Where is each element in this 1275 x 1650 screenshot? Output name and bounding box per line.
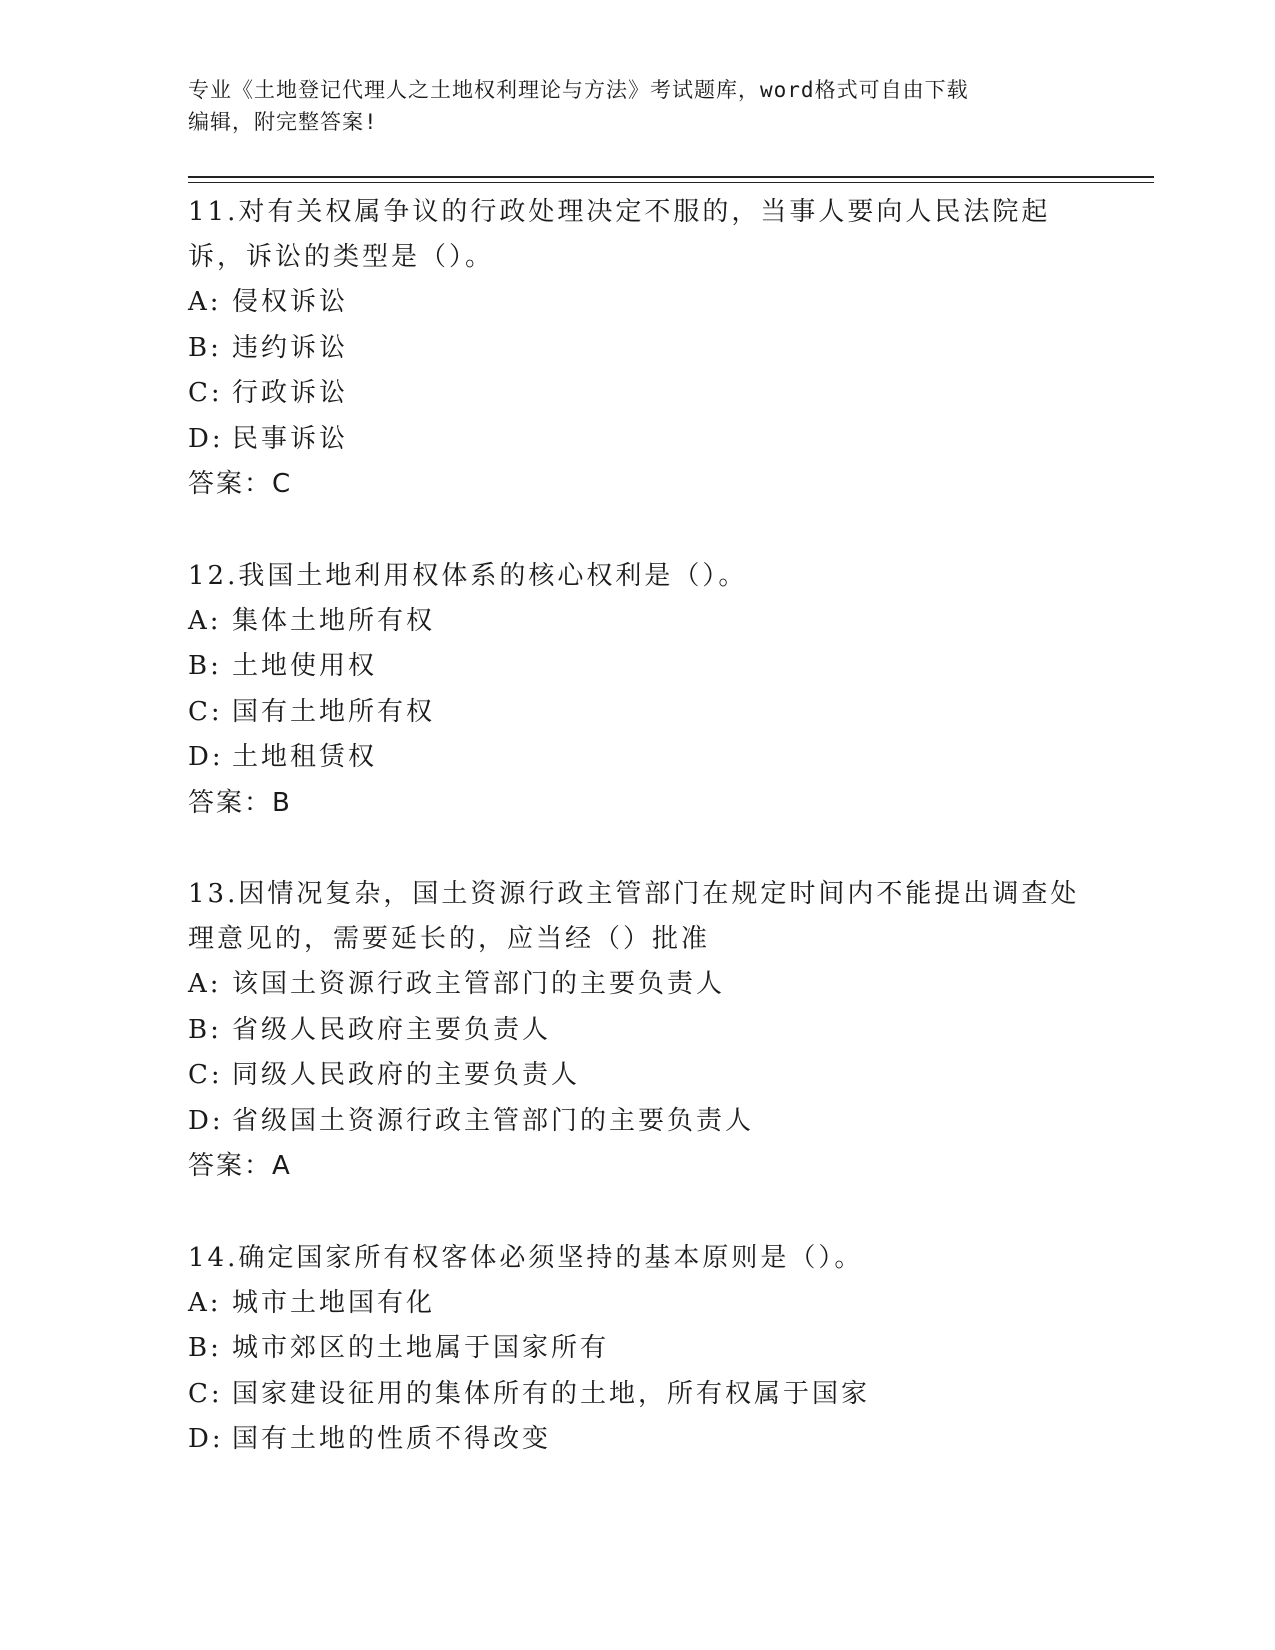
question-13 (188, 872, 1088, 1190)
option-key: B: (188, 1333, 222, 1363)
option-c (188, 1053, 1088, 1099)
option-text: 同级人民政府的主要负责人 (232, 1060, 581, 1090)
header-divider-thick (188, 176, 1154, 178)
option-text: 国家建设征用的集体所有的土地，所有权属于国家 (232, 1378, 871, 1409)
intro-line-1: 专业《土地登记代理人之土地权利理论与方法》考试题库，word格式可自由下载 (188, 78, 969, 102)
option-text: 国有土地所有权 (232, 696, 436, 727)
option-d (188, 1099, 1088, 1145)
option-text: 违约诉讼 (232, 332, 349, 363)
option-d (188, 1417, 1088, 1463)
answer-line: 答案：A (188, 1151, 292, 1181)
option-text: 省级国土资源行政主管部门的主要负责人 (232, 1105, 755, 1136)
option-key: D: (188, 423, 224, 454)
question-11 (188, 190, 1088, 508)
option-c (188, 371, 1088, 417)
option-key: B: (188, 332, 222, 363)
option-text: 侵权诉讼 (232, 287, 349, 317)
option-text: 民事诉讼 (232, 423, 349, 454)
option-c (188, 1372, 1088, 1418)
option-text: 该国土资源行政主管部门的主要负责人 (232, 969, 726, 999)
option-text: 土地使用权 (232, 651, 378, 681)
option-text: 行政诉讼 (232, 378, 349, 408)
option-text: 城市郊区的土地属于国家所有 (232, 1333, 610, 1363)
option-b (188, 1326, 1088, 1372)
question-12 (188, 554, 1088, 827)
question-stem: 11.对有关权属争议的行政处理决定不服的，当事人要向人民法院起诉，诉讼的类型是（）。 (188, 197, 1051, 272)
option-text: 集体土地所有权 (232, 605, 436, 636)
option-key: C: (188, 696, 223, 727)
option-key: B: (188, 651, 222, 681)
intro-line-2: 编辑，附完整答案! (188, 110, 378, 134)
option-key: D: (188, 1424, 224, 1454)
option-text: 城市土地国有化 (232, 1287, 436, 1318)
header-divider-thin (188, 182, 1154, 183)
option-a (188, 280, 1088, 326)
option-key: A: (188, 1287, 222, 1318)
option-a (188, 1281, 1088, 1327)
option-text: 国有土地的性质不得改变 (232, 1424, 552, 1454)
option-key: D: (188, 742, 224, 772)
option-key: A: (188, 605, 222, 636)
option-b (188, 326, 1088, 372)
document-intro (188, 74, 1088, 138)
option-a (188, 599, 1088, 645)
option-key: A: (188, 287, 222, 317)
question-stem: 12.我国土地利用权体系的核心权利是（）。 (188, 560, 748, 591)
answer-line: 答案：C (188, 469, 293, 499)
option-key: C: (188, 378, 223, 408)
option-a (188, 962, 1088, 1008)
option-d (188, 417, 1088, 463)
option-key: B: (188, 1014, 222, 1045)
option-b (188, 644, 1088, 690)
option-c (188, 690, 1088, 736)
option-key: A: (188, 969, 222, 999)
question-stem: 14.确定国家所有权客体必须坚持的基本原则是（）。 (188, 1242, 864, 1273)
option-key: D: (188, 1105, 224, 1136)
option-text: 省级人民政府主要负责人 (232, 1014, 552, 1045)
question-stem: 13.因情况复杂，国土资源行政主管部门在规定时间内不能提出调查处理意见的，需要延长的，应当经（）批准 (188, 879, 1080, 954)
question-14 (188, 1236, 1088, 1463)
option-d (188, 735, 1088, 781)
option-b (188, 1008, 1088, 1054)
question-list (188, 190, 1088, 1463)
answer-line: 答案：B (188, 787, 292, 818)
option-key: C: (188, 1378, 223, 1409)
option-key: C: (188, 1060, 223, 1090)
option-text: 土地租赁权 (232, 742, 378, 772)
